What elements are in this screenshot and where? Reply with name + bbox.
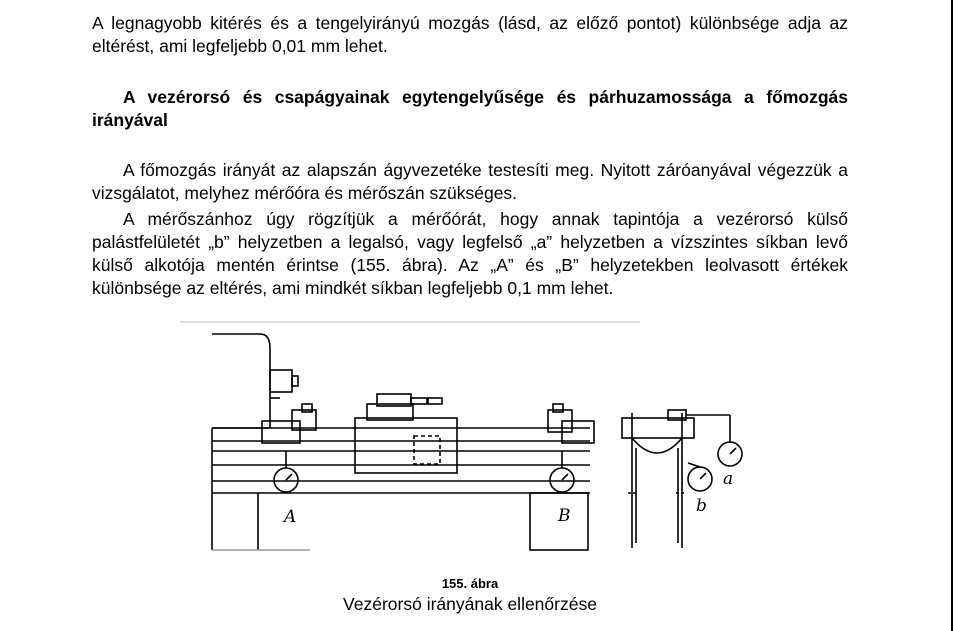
section-heading: A vezérorsó és csapágyainak egytengelyűsége és párhuzamossága a főmozgás irányával xyxy=(92,87,848,130)
label-B: B xyxy=(558,506,571,526)
label-a: a xyxy=(723,469,734,489)
paragraph-1: A legnagyobb kitérés és a tengelyirányú mozgás (lásd, az előző pontot) különbsége adja az eltérést, ami legfeljebb 0,01 mm lehet. xyxy=(92,13,848,56)
label-A: A xyxy=(284,507,297,527)
figure-number: 155. ábra xyxy=(441,576,499,591)
paragraph-2: A főmozgás irányát az alapszán ágyvezetéke testesíti meg. Nyitott záróanyával végezzük a vizsgálatot, melyhez mérőóra és mérőszán szükséges. xyxy=(92,160,848,203)
label-b: b xyxy=(696,496,707,516)
lathe-leadscrew-diagram xyxy=(170,318,770,568)
paragraph-3: A mérőszánhoz úgy rögzítjük a mérőórát, hogy annak tapintója a vezérorsó külső palástfelületét „b” helyzetben a legalsó, vagy legfelső „a” helyzetben a vízszintes síkban levő külső alkotója mentén érintse (155. ábra). Az „A” és „B” helyzetekben leolvasott értékek különbsége az eltérés, ami mindkét síkban legfeljebb 0,1 mm lehet. xyxy=(92,209,848,298)
figure-caption: Vezérorsó irányának ellenőrzése xyxy=(343,594,597,614)
